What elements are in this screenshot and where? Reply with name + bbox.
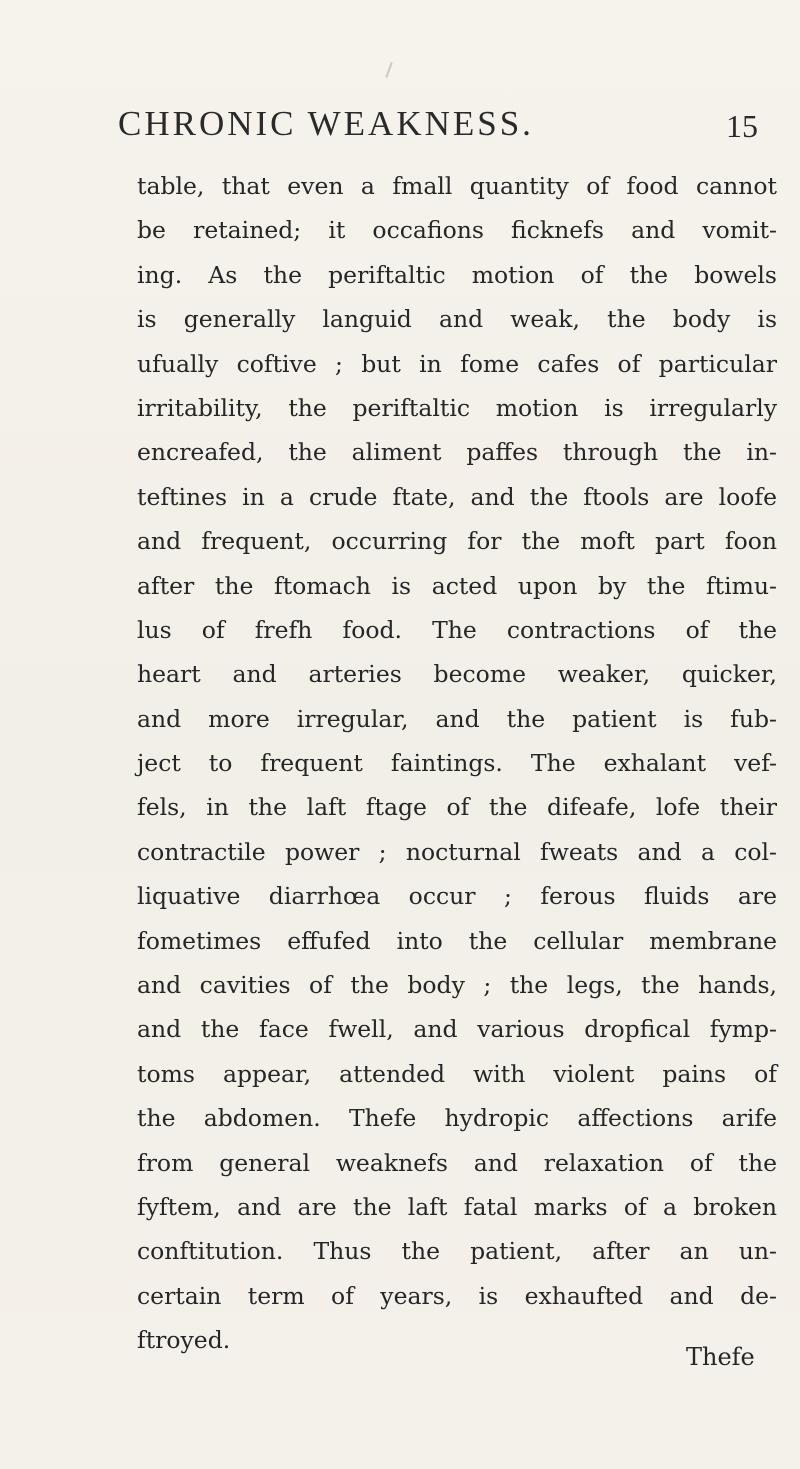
text-line: from general weaknefs and relaxation of the: [137, 1148, 777, 1177]
text-line: liquative diarrhœa occur ; ferous fluids are: [137, 882, 777, 911]
text-line: ing. As the periftaltic motion of the bowels: [137, 260, 777, 289]
text-line: and cavities of the body ; the legs, the hands,: [137, 971, 777, 1000]
text-line: ftroyed.: [137, 1326, 231, 1355]
text-line: encreafed, the aliment paffes through the in-: [137, 438, 777, 467]
page-number: 15: [726, 108, 758, 144]
stray-ink-mark: [385, 62, 392, 78]
text-line: heart and arteries become weaker, quicker,: [137, 660, 777, 689]
text-line: fels, in the laft ftage of the difeafe, lofe their: [137, 793, 777, 822]
text-line: irritability, the periftaltic motion is irregularly: [137, 393, 777, 422]
text-line: certain term of years, is exhaufted and de-: [137, 1281, 777, 1310]
running-head: [118, 104, 758, 154]
text-line: conftitution. Thus the patient, after an un-: [137, 1237, 777, 1266]
text-line: lus of frefh food. The contractions of the: [137, 615, 777, 644]
text-line: be retained; it occafions ficknefs and vomit-: [137, 216, 777, 245]
text-line: and frequent, occurring for the moft part foon: [137, 527, 777, 556]
text-line: fyftem, and are the laft fatal marks of a broken: [137, 1192, 777, 1221]
text-line: after the ftomach is acted upon by the ftimu-: [137, 571, 777, 600]
body-text: [137, 164, 777, 1363]
text-line: ufually coftive ; but in fome cafes of particular: [137, 349, 777, 378]
text-line: and more irregular, and the patient is fub-: [137, 704, 777, 733]
catchword: Thefe: [686, 1343, 755, 1371]
running-title: CHRONIC WEAKNESS.: [118, 104, 534, 143]
text-line: contractile power ; nocturnal fweats and a col-: [137, 837, 777, 866]
text-line: and the face fwell, and various dropfical fymp-: [137, 1015, 777, 1044]
text-line: toms appear, attended with violent pains of: [137, 1059, 777, 1088]
text-line: is generally languid and weak, the body is: [137, 305, 777, 334]
text-line: teftines in a crude ftate, and the ftools are loofe: [137, 482, 777, 511]
text-line: ject to frequent faintings. The exhalant vef-: [137, 749, 777, 778]
text-line: fometimes effufed into the cellular membrane: [137, 926, 777, 955]
text-line: table, that even a fmall quantity of food cannot: [137, 172, 777, 200]
text-line: the abdomen. Thefe hydropic affections arife: [137, 1104, 777, 1133]
